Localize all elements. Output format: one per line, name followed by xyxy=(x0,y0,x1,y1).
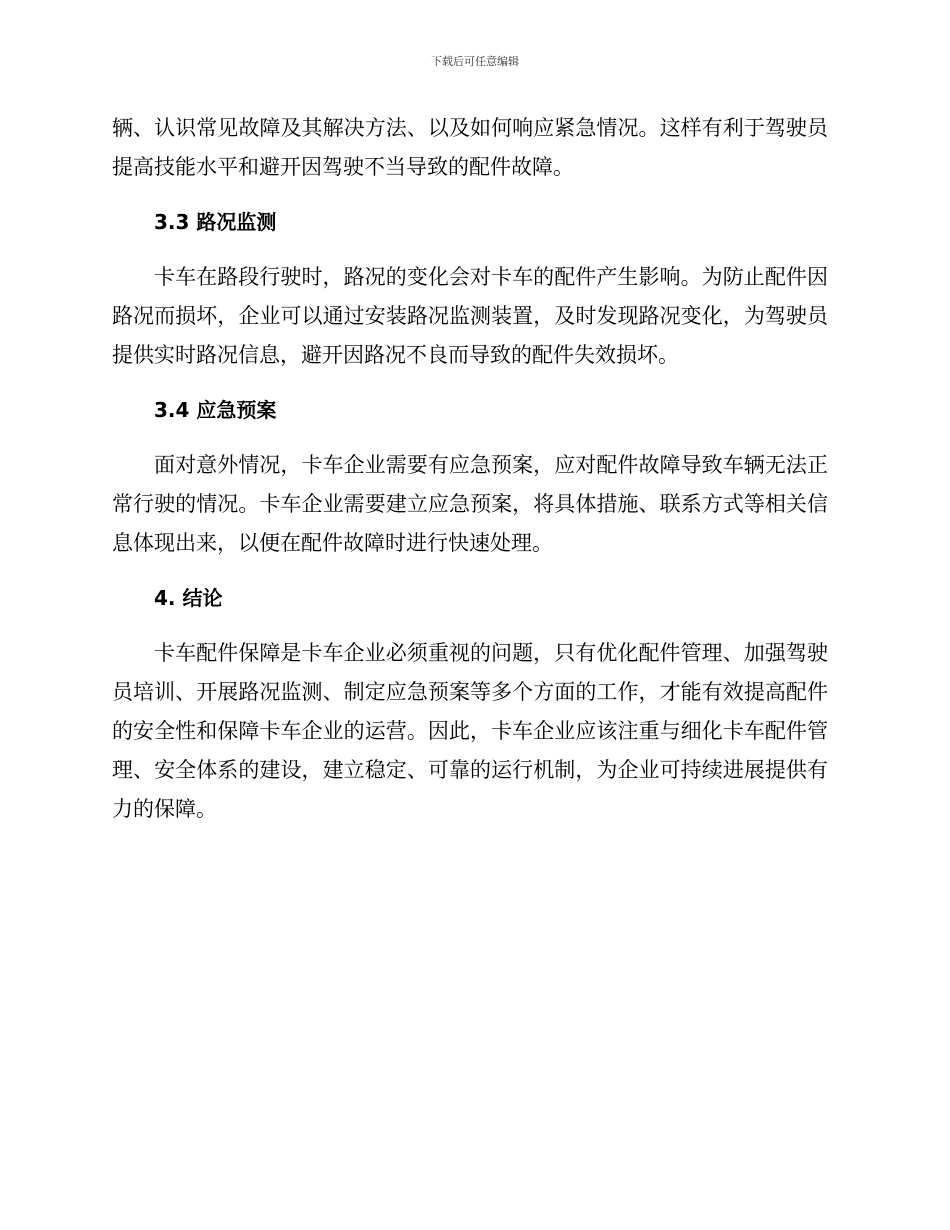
section-heading-4: 4. 结论 xyxy=(154,586,223,610)
section-heading-3-3: 3.3 路况监测 xyxy=(154,210,277,234)
document-body xyxy=(112,109,828,829)
paragraph-road-monitoring: 卡车在路段行驶时，路况的变化会对卡车的配件产生影响。为防止配件因路况而损坏，企业可以通过安装路况监测装置，及时发现路况变化，为驾驶员提供实时路况信息，避开因路况不良而导致的配件失效损坏。 xyxy=(112,265,828,367)
paragraph-continued: 辆、认识常见故障及其解决方法、以及如何响应紧急情况。这样有利于驾驶员提高技能水平和避开因驾驶不当导致的配件故障。 xyxy=(112,116,828,179)
paragraph-emergency-plan: 面对意外情况，卡车企业需要有应急预案，应对配件故障导致车辆无法正常行驶的情况。卡车企业需要建立应急预案，将具体措施、联系方式等相关信息体现出来，以便在配件故障时进行快速处理。 xyxy=(112,453,828,555)
section-heading-3-4: 3.4 应急预案 xyxy=(154,398,277,422)
paragraph-conclusion: 卡车配件保障是卡车企业必须重视的问题，只有优化配件管理、加强驾驶员培训、开展路况监测、制定应急预案等多个方面的工作，才能有效提高配件的安全性和保障卡车企业的运营。因此，卡车企业应该注重与细化卡车配件管理、安全体系的建设，建立稳定、可靠的运行机制，为企业可持续进展提供有力的保障。 xyxy=(112,641,828,821)
page-header: 下载后可任意编辑 xyxy=(431,55,519,68)
